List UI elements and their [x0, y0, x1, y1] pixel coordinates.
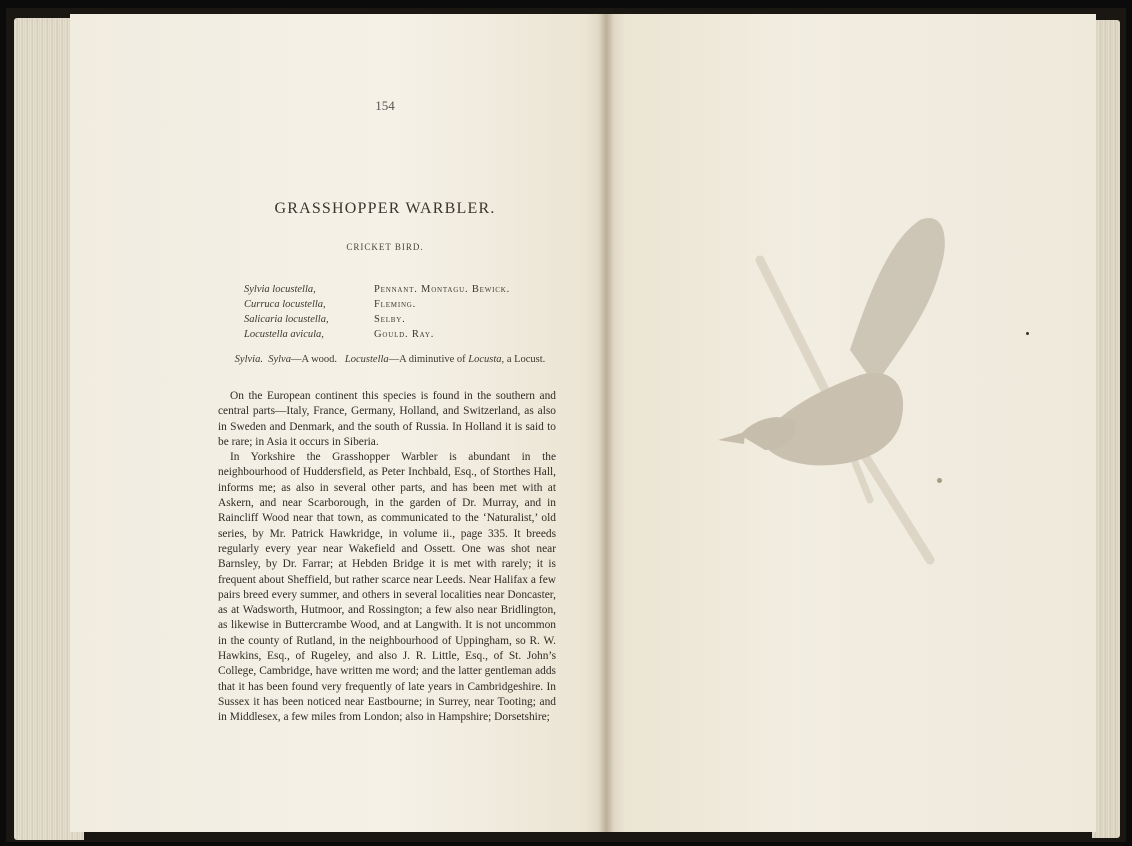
etymology-line [220, 354, 560, 365]
bird-beak [718, 432, 745, 444]
page-edges-right [1092, 20, 1120, 838]
paper-speck [937, 478, 942, 483]
synonym-row [244, 282, 564, 297]
synonym-name: Salicaria locustella, [244, 314, 329, 325]
paragraph: On the European continent this species is found in the southern and central parts—Italy, France, Germany, Holland, and Switzerland, as also in Sweden and Denmark, and the south of Russia. In Holland it is said to be rare; in Asia it occurs in Siberia. [218, 390, 556, 448]
etymology-meaning: —A wood. [290, 354, 338, 365]
page-subtitle: CRICKET BIRD. [346, 242, 424, 252]
body-text [218, 389, 556, 726]
book-gutter [598, 14, 614, 832]
bird-bleed-through-illustration [700, 200, 960, 580]
bird-tail [850, 218, 945, 385]
paragraph: In Yorkshire the Grasshopper Warbler is abundant in the neighbourhood of Huddersfield, as Peter Inchbald, Esq., of Storthes Hall, informs me; as also in several other parts, and has been met with at Askern, and near Scarborough, in the garden of Dr. Murray, and in Raincliff Wood near that town, as communicated to the ‘Naturalist,’ old series, by Mr. Patrick Hawkridge, in volume ii., page 335. It breeds regularly every year near Wakefield and Ossett. One was shot near Barnsley, by Dr. Farrar; at Hebden Bridge it is met with rarely; it is frequent about Sheffield, but rather scarce near Leeds. Near Halifax a few pairs breed every summer, and others in several localities near Doncaster, as at Wadsworth, Hutmoor, and Rossington; a few also near Bridlington, as likewise in Buttercrambe Wood, and at Langwith. It is not uncommon in the county of Rutland, in the neighbourhood of Uppingham, so R. W. Hawkins, Esq., of Rugeley, and also J. R. Little, Esq., of St. John’s College, Cambridge, have written me word; and the latter gentleman adds that it has been found very frequently of late years in Cambridgeshire. In Sussex it has been noticed near Eastbourne; in Surrey, near Tooting; and in Middlesex, a few miles from London; also in Hampshire; Dorsetshire; [218, 451, 556, 724]
synonym-list [244, 282, 564, 342]
etymology-species: Locustella [344, 354, 389, 365]
page-number: 154 [375, 98, 395, 113]
synonym-row [244, 312, 564, 327]
paper-speck [1026, 332, 1029, 335]
synonym-name: Curruca locustella, [244, 299, 326, 310]
etymology-locusta: Locusta, [468, 354, 505, 365]
etymology-species-meaning: —A diminutive of [388, 354, 466, 365]
etymology-root: Sylva [268, 354, 291, 365]
page-title: GRASSHOPPER WARBLER. [274, 200, 496, 217]
synonym-authorities: Fleming. [374, 299, 417, 310]
synonym-name: Locustella avicula, [244, 329, 324, 340]
synonym-name: Sylvia locustella, [244, 284, 316, 295]
synonym-row [244, 327, 564, 342]
etymology-genus: Sylvia. [234, 354, 263, 365]
synonym-authorities: Gould. Ray. [374, 329, 435, 340]
synonym-row [244, 297, 564, 312]
synonym-authorities: Pennant. Montagu. Bewick. [374, 284, 511, 295]
etymology-locust: a Locust. [506, 354, 546, 365]
synonym-authorities: Selby. [374, 314, 406, 325]
